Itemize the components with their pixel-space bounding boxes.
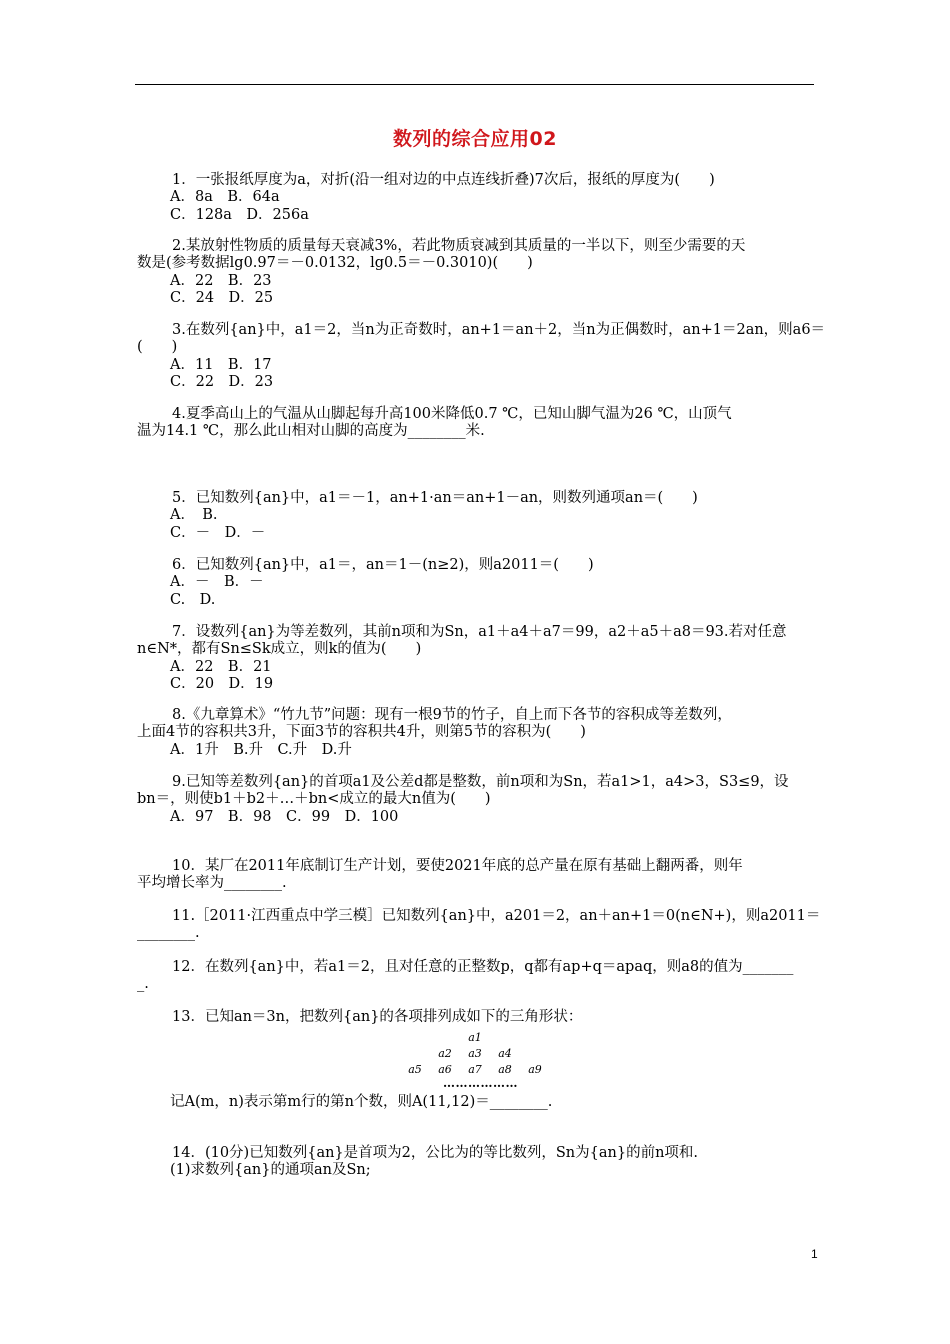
- question-10-stem-line2: 平均增长率为________.: [137, 875, 287, 892]
- triangle-row-3: [0, 1062, 950, 1077]
- triangle-ellipsis: ………………: [443, 1076, 518, 1090]
- question-12: [137, 959, 817, 994]
- question-1-stem: 1．一张报纸厚度为a，对折(沿一组对边的中点连线折叠)7次后，报纸的厚度为( ): [172, 172, 715, 188]
- triangle-row-2: [0, 1046, 950, 1061]
- triangle-term: a4: [498, 1047, 512, 1060]
- triangle-term: a2: [438, 1047, 452, 1060]
- question-8: [137, 707, 817, 759]
- question-3-stem-line2: ( ): [137, 339, 178, 356]
- triangle-term: a9: [528, 1063, 542, 1076]
- question-7-stem-line2: n∈N*，都有Sn≤Sk成立，则k的值为( ): [137, 641, 422, 658]
- question-2-options-a: A．22 B．23: [170, 272, 272, 289]
- question-13-question: 记A(m，n)表示第m行的第n个数，则A(11,12)＝________.: [170, 1094, 553, 1110]
- question-9-stem-line1: 9.已知等差数列{an}的首项a1及公差d都是整数，前n项和为Sn，若a1>1，a4>3，S3≤9，设: [172, 774, 789, 790]
- question-1-options-c: C．128a D．256a: [170, 206, 309, 223]
- question-12-stem-line1: 12．在数列{an}中，若a1＝2，且对任意的正整数p，q都有ap+q＝apaq，则a8的值为_______: [172, 959, 794, 975]
- question-2: [137, 238, 817, 308]
- question-7: [137, 624, 817, 694]
- question-7-stem-line1: 7．设数列{an}为等差数列，其前n项和为Sn，a1＋a4＋a7＝99，a2＋a5＋a8＝93.若对任意: [172, 624, 787, 640]
- question-5: [137, 490, 817, 542]
- question-11-stem-line2: ________.: [137, 925, 200, 942]
- question-2-stem-line2: 数是(参考数据lg0.97＝－0.0132，lg0.5＝－0.3010)( ): [137, 255, 533, 272]
- triangle-term: a1: [468, 1031, 482, 1044]
- question-6-options-a: A．－ B．－: [170, 574, 264, 591]
- question-2-options-c: C．24 D．25: [170, 290, 274, 307]
- triangle-term: a7: [468, 1063, 482, 1076]
- question-7-options-c: C．20 D．19: [170, 676, 274, 693]
- question-6: [137, 557, 817, 609]
- question-5-options-a: A． B.: [170, 507, 218, 524]
- question-5-options-c: C．－ D．－: [170, 524, 266, 541]
- page-number: 1: [811, 1247, 818, 1261]
- question-11: [137, 908, 821, 943]
- question-13-stem: 13．已知an＝3n，把数列{an}的各项排列成如下的三角形状：: [172, 1009, 583, 1025]
- question-13: [137, 1009, 817, 1026]
- question-4-stem-line1: 4.夏季高山上的气温从山脚起每升高100米降低0.7 ℃，已知山脚气温为26 ℃，山顶气: [172, 406, 732, 422]
- question-10: [137, 858, 817, 893]
- question-6-stem: 6．已知数列{an}中，a1＝，an＝1－(n≥2)，则a2011＝( ): [172, 557, 594, 573]
- question-8-stem-line2: 上面4节的容积共3升，下面3节的容积共4升，则第5节的容积为( ): [137, 724, 586, 741]
- question-3: [137, 322, 826, 392]
- page-title: 数列的综合应用02: [393, 128, 557, 150]
- triangle-row-1: [0, 1030, 950, 1045]
- triangle-term: a6: [438, 1063, 452, 1076]
- question-11-stem-line1: 11.［2011·江西重点中学三模］已知数列{an}中，a201＝2，an＋an+1＝0(n∈N+)，则a2011＝: [172, 908, 821, 924]
- header-rule: [135, 84, 814, 85]
- question-12-stem-line2: _.: [137, 976, 149, 993]
- question-5-stem: 5．已知数列{an}中，a1＝－1，an+1·an＝an+1－an，则数列通项an＝( ): [172, 490, 698, 506]
- question-4: [137, 406, 817, 441]
- question-8-options: A．1升 B.升 C.升 D.升: [170, 741, 352, 758]
- question-14: [137, 1145, 817, 1180]
- question-14-part-1: (1)求数列{an}的通项an及Sn;: [170, 1162, 371, 1179]
- question-1: [137, 172, 817, 224]
- question-7-options-a: A．22 B．21: [170, 658, 272, 675]
- question-10-stem-line1: 10．某厂在2011年底制订生产计划，要使2021年底的总产量在原有基础上翻两番，则年: [172, 858, 743, 874]
- question-1-options-a: A．8a B．64a: [170, 189, 280, 206]
- question-6-options-c: C. D.: [170, 591, 216, 608]
- question-3-options-c: C．22 D．23: [170, 374, 274, 391]
- question-9-stem-line2: bn＝，则使b1＋b2＋…＋bn<成立的最大n值为( ): [137, 791, 491, 808]
- triangle-term: a5: [408, 1063, 422, 1076]
- question-9: [137, 774, 817, 826]
- question-9-options: A．97 B．98 C．99 D．100: [170, 808, 399, 825]
- question-3-options-a: A．11 B．17: [170, 356, 272, 373]
- question-8-stem-line1: 8.《九章算术》“竹九节”问题：现有一根9节的竹子，自上而下各节的容积成等差数列，: [172, 707, 732, 723]
- triangle-term: a3: [468, 1047, 482, 1060]
- question-2-stem-line1: 2.某放射性物质的质量每天衰减3%，若此物质衰减到其质量的一半以下，则至少需要的天: [172, 238, 746, 254]
- question-13-ask: [137, 1094, 817, 1111]
- question-14-stem: 14．(10分)已知数列{an}是首项为2，公比为的等比数列，Sn为{an}的前n项和.: [172, 1145, 699, 1161]
- question-3-stem-line1: 3.在数列{an}中，a1＝2，当n为正奇数时，an+1＝an＋2，当n为正偶数时，an+1＝2an，则a6＝: [172, 322, 826, 338]
- question-4-stem-line2: 温为14.1 ℃，那么此山相对山脚的高度为________米.: [137, 423, 485, 440]
- triangle-term: a8: [498, 1063, 512, 1076]
